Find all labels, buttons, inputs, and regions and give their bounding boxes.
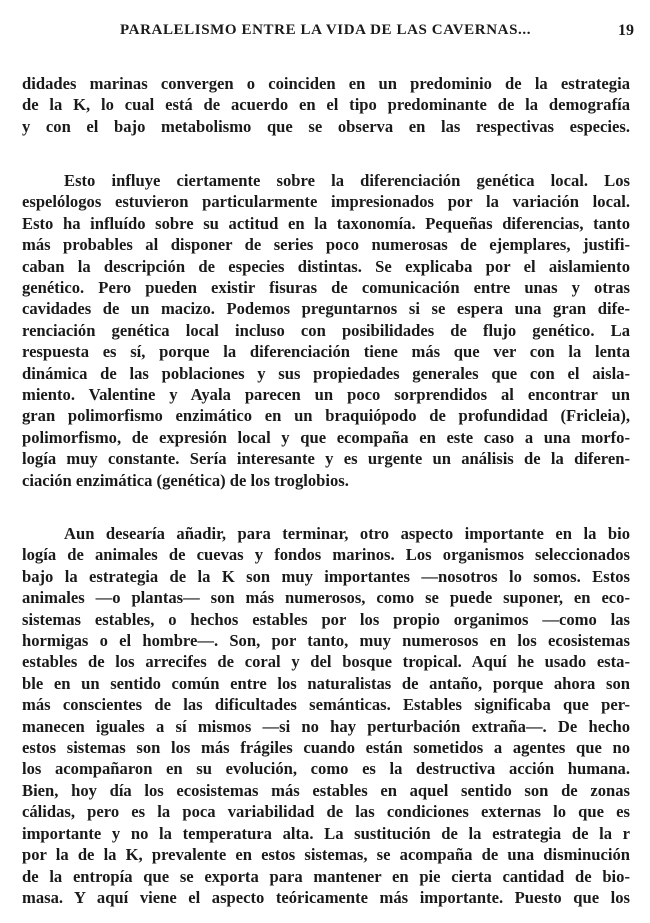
text-line: animales —o plantas— son más numerosos, como se puede suponer, en eco- [22, 588, 630, 608]
text-line: estables de los arrecifes de coral y del bosque tropical. Aquí he usado esta- [22, 652, 630, 672]
text-line: dinámica de las poblaciones y sus propiedades generales que con el aisla- [22, 363, 630, 383]
text-line: logía muy constante. Sería interesante y es urgente un análisis de la diferen- [22, 449, 630, 469]
text-line: por la de la K, prevalente en estos sistemas, se acompaña de una disminución [22, 845, 630, 865]
text-line: gran polimorfismo enzimático en un braquiópodo de profundidad (Fricleia), [22, 406, 630, 426]
text-line: hormigas o el hombre—. Son, por tanto, muy numerosos en los ecosistemas [22, 631, 630, 651]
text-line: sistemas estables, o hechos estables por los propio organimos —como las [22, 609, 630, 629]
text-line: cavidades de un macizo. Podemos preguntarnos si se espera una gran dife- [22, 299, 630, 319]
page-header [22, 22, 634, 44]
text-line: los acompañaron en su evolución, como es la destructiva acción humana. [22, 759, 630, 779]
text-line: más probables al disponer de series poco numerosas de ejemplares, justifi- [22, 235, 630, 255]
text-line: de la K, lo cual está de acuerdo en el tipo predominante de la demografía [22, 95, 630, 115]
text-line: masa. Y aquí viene el aspecto teóricamente más importante. Puesto que los [22, 887, 630, 907]
text-line: bajo la estrategia de la K son muy importantes —nosotros lo somos. Estos [22, 566, 630, 586]
text-line: más conscientes de las dificultades semánticas. Estables significaba que per- [22, 695, 630, 715]
text-line: estos sistemas son los más frágiles cuando están sometidos a agentes que no [22, 738, 630, 758]
text-line: Aun desearía añadir, para terminar, otro aspecto importante en la bio [64, 524, 630, 543]
text-line: caban la descripción de especies distintas. Se explicaba por el aislamiento [22, 256, 630, 276]
text-line: espelólogos estuvieron particularmente impresionados por la variación local. [22, 192, 630, 212]
text-line: renciación genética local incluso con posibilidades de flujo genético. La [22, 320, 630, 340]
text-line: importante y no la temperatura alta. La sustitución de la estrategia de la r [22, 823, 630, 843]
running-title: PARALELISMO ENTRE LA VIDA DE LAS CAVERNAS... [120, 22, 532, 38]
text-line: y con el bajo metabolismo que se observa en las respectivas especies. [22, 116, 630, 136]
text-line: ciación enzimática (genética) de los troglobios. [22, 470, 349, 490]
text-line: ble en un sentido común entre los naturalistas de antaño, porque ahora son [22, 673, 630, 693]
text-line: genético. Pero pueden existir fisuras de comunicación entre unas y otras [22, 278, 630, 298]
paragraph-2 [22, 170, 630, 491]
text-line: polimorfismo, de expresión local y que ecompaña en este caso a una morfo- [22, 427, 630, 447]
paragraph-1 [22, 73, 630, 137]
text-line: cálidas, pero es la poca variabilidad de las condiciones externas lo que es [22, 802, 630, 822]
text-line: Bien, hoy día los ecosistemas más estables en aquel sentido son de zonas [22, 780, 630, 800]
text-line: didades marinas convergen o coinciden en un predominio de la estrategia [22, 74, 630, 93]
text-line: respuesta es sí, porque la diferenciación tiene más que ver con la lenta [22, 342, 630, 362]
text-line: Esto ha influído sobre su actitud en la taxonomía. Pequeñas diferencias, tanto [22, 213, 630, 233]
text-line: Esto influye ciertamente sobre la diferenciación genética local. Los [64, 171, 630, 190]
text-line: logía de animales de cuevas y fondos marinos. Los organismos seleccionados [22, 545, 630, 565]
text-line: miento. Valentine y Ayala parecen un poco sorprendidos al encontrar un [22, 385, 630, 405]
text-line: manecen iguales a sí mismos —si no hay perturbación extraña—. De hecho [22, 716, 630, 736]
text-line: de la entropía que se exporta para mantener en pie cierta cantidad de bio- [22, 866, 630, 886]
page-number: 19 [618, 22, 634, 39]
paragraph-3 [22, 523, 630, 908]
